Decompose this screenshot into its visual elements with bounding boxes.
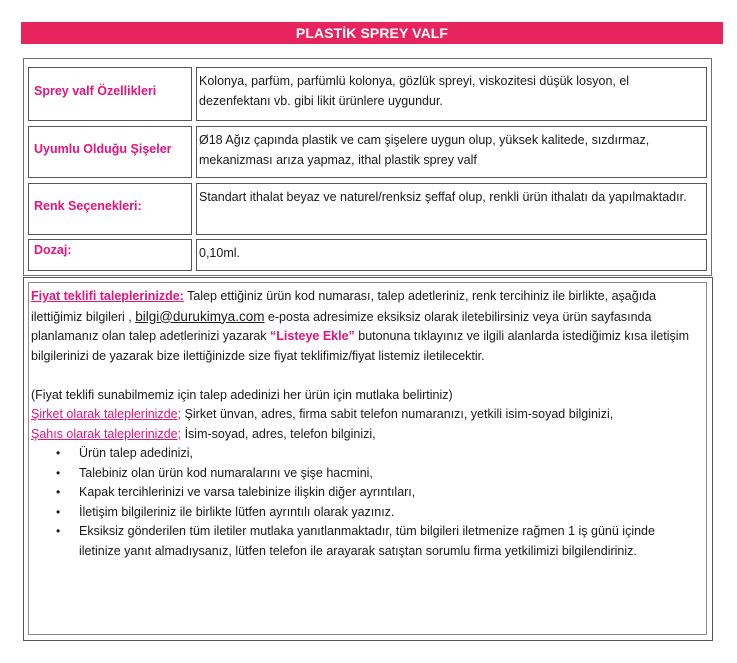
- spec-value-cell: [196, 126, 707, 178]
- company-heading: Şirket olarak taleplerinizde;: [31, 407, 182, 421]
- spec-label-cell: [28, 67, 192, 121]
- person-requests-paragraph: [31, 425, 700, 445]
- quote-intro-paragraph: [31, 287, 700, 366]
- list-item-text: Eksiksiz gönderilen tüm iletiler mutlaka yanıtlanmaktadır, tüm bilgileri iletmenize rağmen 1 iş günü içinde iletinize yanıt almadıysanız, lütfen telefon ile arayarak satıştan sorumlu firma yetkilimizi bilgilendiriniz.: [79, 524, 655, 558]
- list-item: [31, 444, 700, 464]
- intro-text-1: Talep ettiğiniz ürün kod numarası, talep adetleriniz, renk tercihiniz ile birlikte, aşağıda ilettiğimiz bilgileri ,: [31, 289, 657, 324]
- quote-heading: Fiyat teklifi taleplerinizde:: [31, 289, 184, 303]
- list-item-text: Talebiniz olan ürün kod numaralarını ve şişe hacmini,: [79, 465, 373, 480]
- spec-row-dosage: [28, 239, 707, 271]
- spec-value-cell: [196, 239, 707, 271]
- add-to-list-reference: “Listeye Ekle”: [270, 329, 355, 343]
- person-text: İsim-soyad, adres, telefon bilginizi,: [181, 426, 376, 441]
- spec-label-cell: [28, 183, 192, 235]
- spec-value: Standart ithalat beyaz ve naturel/renksiz şeffaf olup, renkli ürün ithalatı da yapılmaktadır.: [199, 190, 687, 204]
- spacer: [31, 366, 700, 386]
- intro-text-2: e-posta adresimize eksiksiz olarak iletebilirsiniz veya ürün sayfasında planlamanız olan talep adetlerinizi yazarak: [31, 309, 652, 343]
- spec-value-cell: [196, 67, 707, 121]
- quote-info-inner: [28, 282, 707, 635]
- spec-table: [23, 58, 712, 276]
- spec-label: Dozaj:: [34, 243, 72, 257]
- list-item-text: İletişim bilgileriniz ile birlikte lütfen ayrıntılı olarak yazınız.: [79, 504, 395, 519]
- bullet-icon: •: [56, 465, 61, 480]
- bullet-icon: •: [56, 504, 61, 519]
- list-item: [31, 503, 700, 523]
- list-item: [31, 464, 700, 484]
- spec-value: Ø18 Ağız çapında plastik ve cam şişelere uygun olup, yüksek kalitede, sızdırmaz, mekanizması arıza yapmaz, ithal plastik sprey valf: [199, 133, 650, 167]
- bullet-icon: •: [56, 446, 61, 460]
- quote-info-text: [31, 287, 700, 561]
- company-requests-paragraph: [31, 405, 700, 425]
- spec-label-cell: [28, 126, 192, 178]
- spec-value: Kolonya, parfüm, parfümlü kolonya, gözlük spreyi, viskozitesi düşük losyon, el dezenfektanı vb. gibi likit ürünlere uygundur.: [199, 74, 630, 108]
- list-item-text: Ürün talep adedinizi,: [79, 446, 193, 460]
- company-text: Şirket ünvan, adres, firma sabit telefon numaranızı, yetkili isim-soyad bilginizi,: [181, 407, 614, 421]
- spec-row-features: [28, 67, 707, 121]
- spec-label: Renk Seçenekleri:: [34, 199, 142, 213]
- requirements-list: [31, 444, 700, 561]
- spec-label: Uyumlu Olduğu Şişeler: [34, 142, 172, 156]
- spec-value-cell: [196, 183, 707, 235]
- quote-info-box: [23, 277, 713, 641]
- intro-text-3: butonuna tıklayınız ve ilgili alanlarda istediğimiz kısa iletişim bilgilerinizi de yazarak bize ilettiğinizde size fiyat teklifimiz/fiyat listemiz iletilecektir.: [31, 329, 689, 363]
- list-item-text: Kapak tercihlerinizi ve varsa talebinize ilişkin diğer ayrıntıları,: [79, 485, 416, 499]
- quote-note: (Fiyat teklifi sunabilmemiz için talep adedinizi her ürün için mutlaka belirtiniz): [31, 387, 453, 402]
- spec-row-color-options: [28, 183, 707, 235]
- person-heading: Şahıs olarak taleplerinizde;: [31, 426, 182, 441]
- email-link[interactable]: bilgi@durukimya.com: [135, 308, 265, 324]
- list-item: [31, 522, 700, 561]
- spec-row-compatible-bottles: [28, 126, 707, 178]
- spec-value: 0,10ml.: [199, 246, 240, 260]
- list-item: [31, 483, 700, 503]
- spec-label: Sprey valf Özellikleri: [34, 84, 157, 98]
- bullet-icon: •: [56, 485, 61, 499]
- page-title: PLASTİK SPREY VALF: [21, 22, 723, 44]
- bullet-icon: •: [56, 524, 61, 538]
- spec-label-cell: [28, 239, 192, 271]
